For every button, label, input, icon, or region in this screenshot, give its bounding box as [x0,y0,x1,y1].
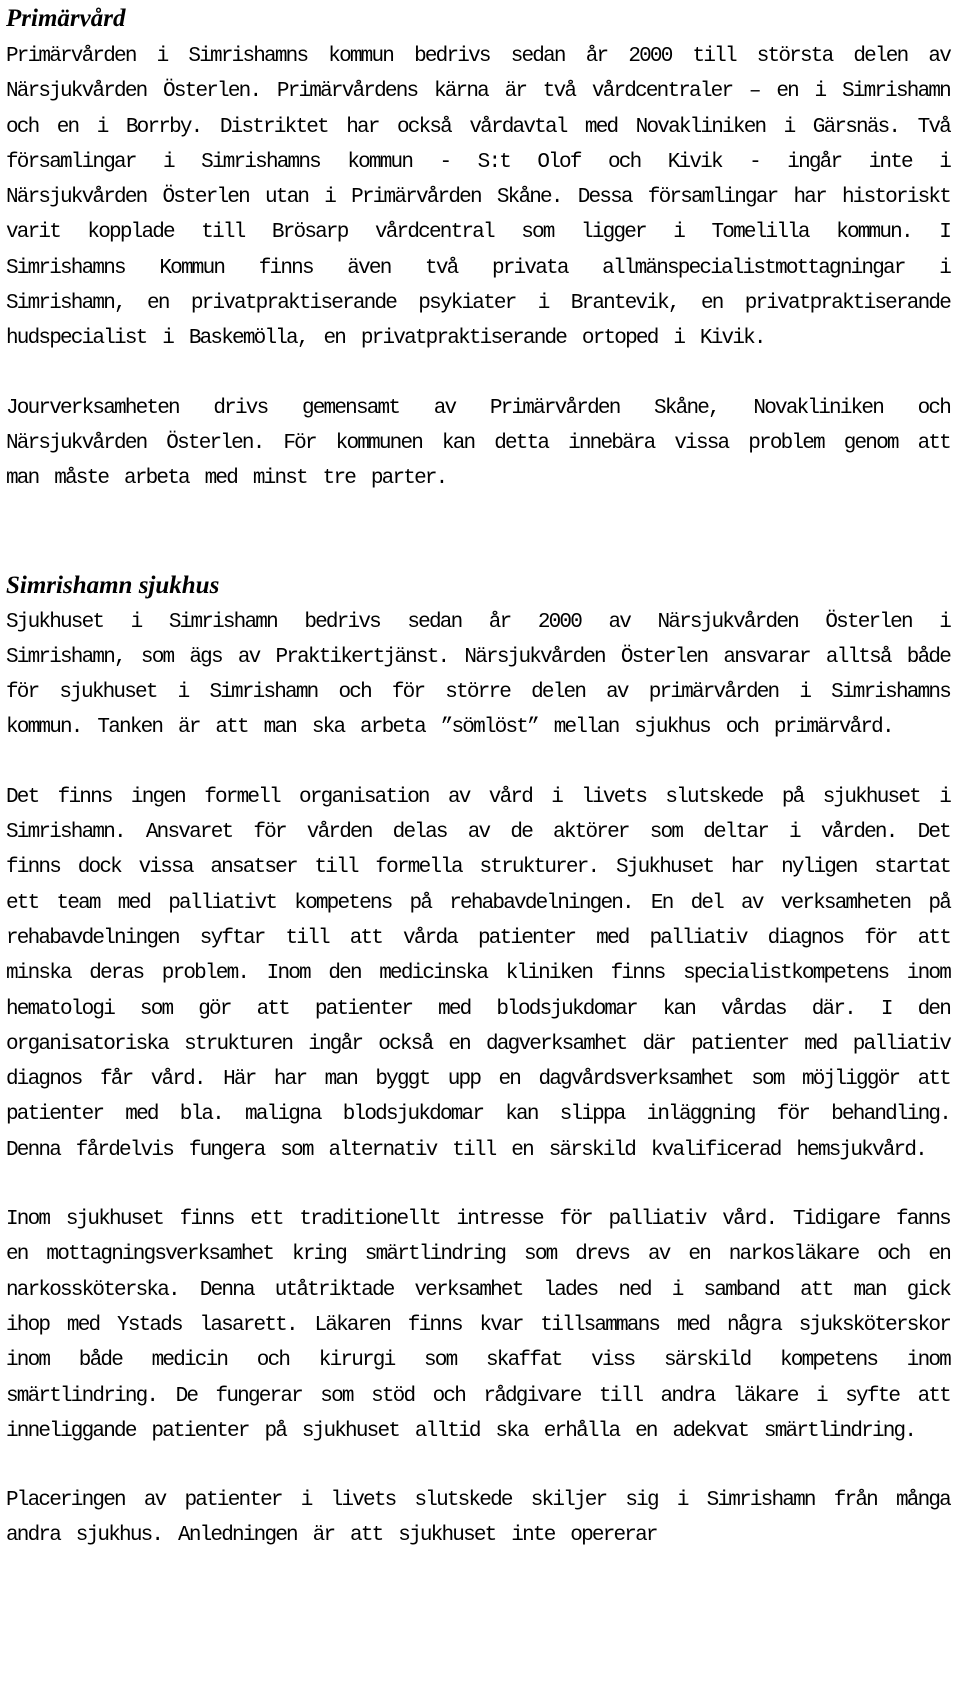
paragraph-sjukhus-4: Placeringen av patienter i livets slutskede skiljer sig i Simrishamn från många andra sjukhus. Anledningen är att sjukhuset inte opererar [6,1489,950,1548]
paragraph-sjukhus-1: Sjukhuset i Simrishamn bedrivs sedan år 2000 av Närsjukvården Österlen i Simrishamn, som ägs av Praktikertjänst. Närsjukvården Österlen ansvarar alltså både för sjukhuset i Simrishamn och för större delen av primärvården i Simrishamns kommun. Tanken är att man ska arbeta ”sömlöst” mellan sjukhus och primärvård. [6,610,950,740]
paragraph-sjukhus-3: Inom sjukhuset finns ett traditionellt intresse för palliativ vård. Tidigare fanns en mottagningsverksamhet kring smärtlindring som drevs av en narkosläkare och en narkossköterska. Denna utåtriktade verksamhet lades ned i samband att man gick ihop med Ystads lasarett. Läkaren finns kvar tillsammans med några sjuksköterskor inom både medicin och kirurgi som skaffat viss särskild kompetens inom smärtlindring. De fungerar som stöd och rådgivare till andra läkare i syfte att inneliggande patienter på sjukhuset alltid ska erhålla en adekvat smärtlindring. [6,1208,950,1443]
section-heading-simrishamn-sjukhus: Simrishamn sjukhus [6,571,220,599]
paragraph-sjukhus-2: Det finns ingen formell organisation av vård i livets slutskede på sjukhuset i Simrishamn. Ansvaret för vården delas av de aktörer som deltar i vården. Det finns dock vissa ansatser till formella strukturer. Sjukhuset har nyligen startat ett team med palliativt kompetens på rehabavdelningen. En del av verksamheten på rehabavdelningen syftar till att vårda patienter med palliativ diagnos för att minska deras problem. Inom den medicinska kliniken finns specialistkompetens inom hematologi som gör att patienter med blodsjukdomar kan vårdas där. I den organisatoriska strukturen ingår också en dagverksamhet där patienter med palliativ diagnos får vård. Här har man byggt upp en dagvårdsverksamhet som möjliggör att patienter med bla. maligna blodsjukdomar kan slippa inläggning för behandling. Denna fårdelvis fungera som alternativ till en särskild kvalificerad hemsjukvård. [6,785,950,1162]
paragraph-primarvard-1: Primärvården i Simrishamns kommun bedrivs sedan år 2000 till största delen av Närsjukvården Österlen. Primärvårdens kärna är två vårdcentraler – en i Simrishamn och en i Borrby. Distriktet har också vårdavtal med Novakliniken i Gärsnäs. Två församlingar i Simrishamns kommun - S:t Olof och Kivik - ingår inte i Närsjukvården Österlen utan i Primärvården Skåne. Dessa församlingar har historiskt varit kopplade till Brösarp vårdcentral som ligger i Tomelilla kommun. I Simrishamns Kommun finns även två privata allmänspecialistmottagningar i Simrishamn, en privatpraktiserande psykiater i Brantevik, en privatpraktiserande hudspecialist i Baskemölla, en privatpraktiserande ortoped i Kivik. [6,45,950,351]
paragraph-primarvard-2: Jourverksamheten drivs gemensamt av Primärvården Skåne, Novakliniken och Närsjukvården Österlen. För kommunen kan detta innebära vissa problem genom att man måste arbeta med minst tre parter. [6,396,950,491]
section-heading-primarvard: Primärvård [6,5,126,32]
document-page [6,0,950,1554]
